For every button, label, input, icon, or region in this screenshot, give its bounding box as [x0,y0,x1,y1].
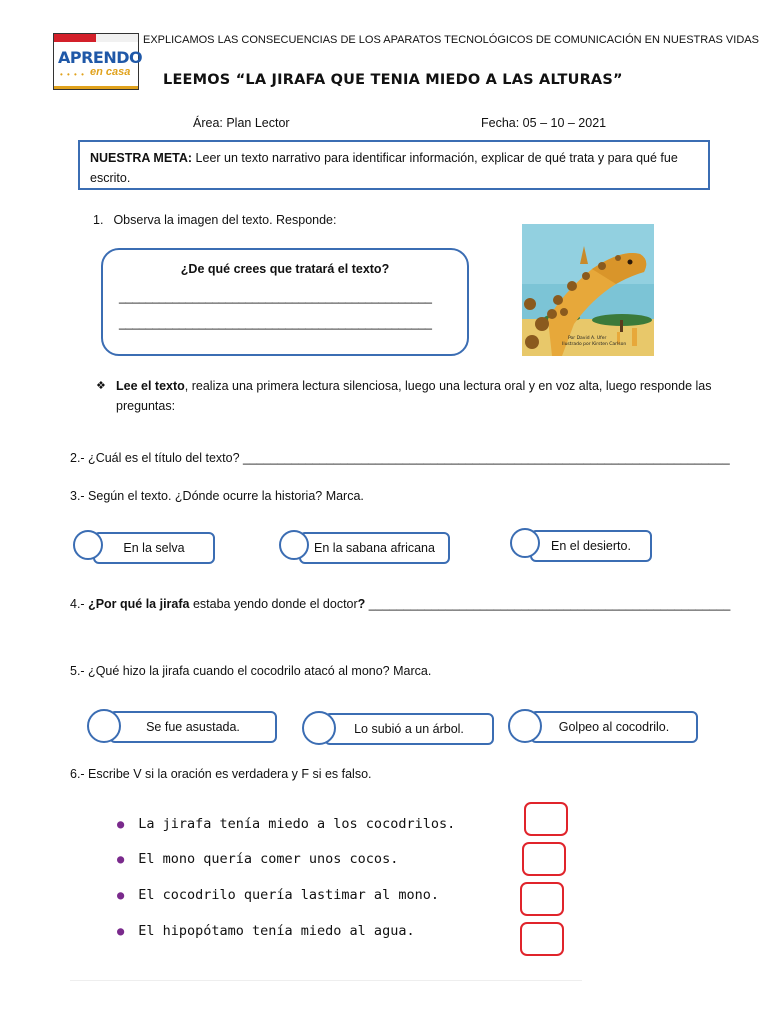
reading-instruction-bold: Lee el texto [116,379,185,393]
goal-label: NUESTRA META: [90,151,193,165]
question-4-answer-line[interactable]: ____________________________________________________ [365,597,731,611]
logo-dots: • • • • [60,70,85,79]
option-5b[interactable] [302,711,494,745]
option-5a[interactable] [87,709,277,743]
prediction-bubble [101,248,469,356]
area-label: Área: Plan Lector [193,116,290,130]
question-4-mark: ? [357,597,366,611]
reading-instruction-text: , realiza una primera lectura silenciosa, luego una lectura oral y en voz alta, luego responde las preguntas: [116,379,712,413]
question-5-text: 5.- ¿Qué hizo la jirafa cuando el cocodrilo atacó al mono? Marca. [70,664,432,678]
bullet-icon: ● [117,852,125,866]
logo-text-aprendo: APRENDO [58,48,143,67]
option-5b-radio[interactable] [302,711,336,745]
date-label: Fecha: 05 – 10 – 2021 [481,116,607,130]
question-4-prefix: 4.- [70,597,89,611]
logo-underline [54,86,138,89]
book-cover-image [522,224,654,356]
question-1-number: 1. [93,213,104,227]
statement-2 [117,851,398,867]
page-header: EXPLICAMOS LAS CONSECUENCIAS DE LOS APARATOS TECNOLÓGICOS DE COMUNICACIÓN EN NUESTRAS VIDAS [143,34,759,46]
option-3b[interactable] [279,530,450,564]
statement-4-text: El hipopótamo tenía miedo al agua. [138,923,415,939]
question-1 [93,213,336,227]
answer-box-1[interactable] [524,802,568,836]
answer-box-2[interactable] [522,842,566,876]
giraffe-illustration [522,224,654,356]
statement-2-text: El mono quería comer unos cocos. [138,851,399,867]
question-4 [70,597,730,611]
divider [70,980,582,981]
answer-line-1[interactable]: _______________________________________________ [119,290,432,304]
question-6-text: 6.- Escribe V si la oración es verdadera y F si es falso. [70,767,372,781]
option-5c-label: Golpeo al cocodrilo. [530,711,698,743]
option-5b-label: Lo subió a un árbol. [324,713,494,745]
page-title: LEEMOS “LA JIRAFA QUE TENIA MIEDO A LAS ALTURAS” [163,72,623,88]
goal-box [78,140,710,190]
statement-1-text: La jirafa tenía miedo a los cocodrilos. [138,816,456,832]
question-4-text: estaba yendo donde el doctor [189,597,358,611]
option-3c-radio[interactable] [510,528,540,558]
option-3c[interactable] [510,528,652,562]
option-3b-radio[interactable] [279,530,309,560]
question-2-text: 2.- ¿Cuál es el título del texto? [70,451,244,465]
option-3a-radio[interactable] [73,530,103,560]
question-2-answer-line[interactable]: ______________________________________________________________________ [243,451,730,465]
option-3c-label: En el desierto. [530,530,652,562]
logo-flag-bar [54,34,138,42]
logo-text-en-casa: en casa [90,66,131,78]
option-3a[interactable] [73,530,215,564]
bullet-icon: ● [117,924,125,938]
book-credit-author: Por David A. Ufer [568,336,607,341]
option-3b-label: En la sabana africana [299,532,450,564]
option-3a-label: En la selva [93,532,215,564]
statement-1 [117,816,455,832]
aprendo-en-casa-logo [53,33,143,90]
question-4-bold: ¿Por qué la jirafa [88,597,190,611]
answer-line-2[interactable]: _______________________________________________ [119,316,432,330]
question-2 [70,451,730,465]
goal-text: Leer un texto narrativo para identificar información, explicar de qué trata y para qué fue escrito. [90,151,678,185]
answer-box-3[interactable] [520,882,564,916]
statement-4 [117,923,415,939]
option-5c-radio[interactable] [508,709,542,743]
book-credit-illustrator: Ilustrado por Kirsten Carlson [562,342,627,347]
answer-box-4[interactable] [520,922,564,956]
reading-instruction [96,376,716,416]
option-5c[interactable] [508,709,698,743]
prediction-question: ¿De qué crees que tratará el texto? [180,262,390,276]
statement-3-text: El cocodrilo quería lastimar al mono. [138,887,439,903]
bullet-icon: ● [117,888,125,902]
option-5a-label: Se fue asustada. [109,711,277,743]
bullet-icon: ● [117,817,125,831]
statement-3 [117,887,439,903]
diamond-bullet-icon: ❖ [96,380,106,392]
question-3-text: 3.- Según el texto. ¿Dónde ocurre la historia? Marca. [70,489,364,503]
option-5a-radio[interactable] [87,709,121,743]
question-1-text: Observa la imagen del texto. Responde: [113,213,337,227]
